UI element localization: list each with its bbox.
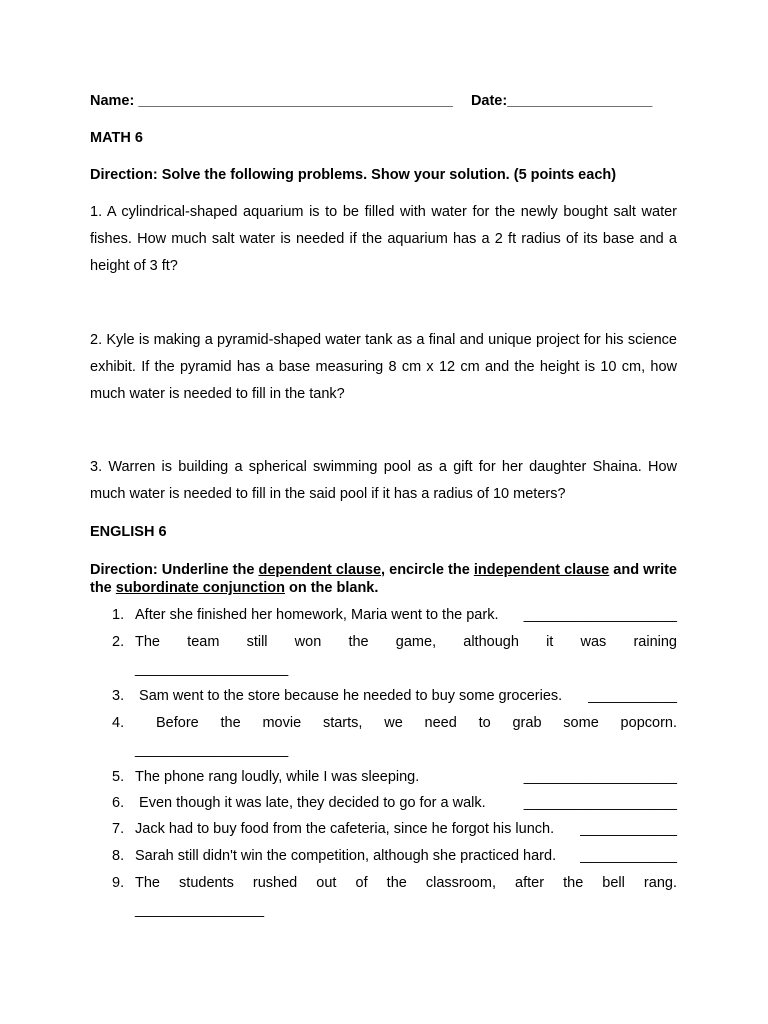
answer-blank: ___________________ (523, 607, 677, 623)
list-item: 9. The students rushed out of the classroom, after the bell rang. ________________ (90, 870, 677, 924)
answer-blank: ___________________ (135, 661, 289, 677)
list-item: 5. The phone rang loudly, while I was sleeping. ___________________ (90, 764, 677, 791)
answer-blank: ___________ (588, 688, 677, 704)
math-problem-1: 1. A cylindrical-shaped aquarium is to be filled with water for the newly bought salt water fishes. How much salt water is needed if the aquarium has a 2 ft radius of its base and a height of 3 ft? (90, 204, 677, 274)
list-item: 3. Sam went to the store because he needed to buy some groceries. ___________ (90, 683, 677, 710)
item-text: Sam went to the store because he needed to buy some groceries. (135, 688, 563, 704)
answer-blank: ___________________ (523, 769, 677, 785)
list-item: 8. Sarah still didn't win the competition, although she practiced hard. ____________ (90, 843, 677, 870)
date-blank: __________________ (507, 93, 653, 109)
item-text: The team still won the game, although it was raining (135, 634, 677, 650)
answer-blank: ___________________ (523, 795, 677, 811)
dependent-clause-term: dependent clause (258, 562, 382, 578)
item-text: Even though it was late, they decided to go for a walk. (135, 795, 486, 811)
answer-blank: ____________ (580, 848, 677, 864)
date-label: Date: (470, 93, 508, 109)
answer-blank: ____________ (580, 821, 677, 837)
english-title: ENGLISH 6 (90, 524, 167, 540)
math-direction: Direction: Solve the following problems. Show your solution. (5 points each) (90, 167, 617, 183)
independent-clause-term: independent clause (473, 562, 610, 578)
list-item: 4. Before the movie starts, we need to grab some popcorn. ___________________ (90, 710, 677, 764)
list-item: 1. After she finished her homework, Maria went to the park. ___________________ (90, 602, 677, 629)
item-text: Sarah still didn't win the competition, although she practiced hard. (135, 848, 557, 864)
list-item: 6. Even though it was late, they decided to go for a walk. ___________________ (90, 790, 677, 817)
item-text: Before the movie starts, we need to grab some popcorn. (156, 715, 677, 731)
item-text: Jack had to buy food from the cafeteria, since he forgot his lunch. (135, 821, 555, 837)
math-problem-2: 2. Kyle is making a pyramid-shaped water tank as a final and unique project for his science exhibit. If the pyramid has a base measuring 8 cm x 12 cm and the height is 10 cm, how much water is needed to fill in the tank? (90, 332, 677, 402)
name-blank: _______________________________________ (138, 93, 453, 109)
list-item: 2. The team still won the game, although it was raining ___________________ (90, 629, 677, 683)
item-text: The students rushed out of the classroom, after the bell rang. (135, 875, 677, 891)
english-direction: Direction: Underline the dependent clause, encircle the independent clause and write the subordinate conjunction on the blank. (90, 562, 677, 596)
math-problem-3: 3. Warren is building a spherical swimming pool as a gift for her daughter Shaina. How much water is needed to fill in the said pool if it has a radius of 10 meters? (90, 459, 677, 502)
answer-blank: ________________ (135, 902, 265, 918)
answer-blank: ___________________ (135, 742, 289, 758)
item-text: The phone rang loudly, while I was sleeping. (135, 769, 420, 785)
name-label: Name: (90, 93, 135, 109)
name-date-line (90, 93, 677, 109)
list-item: 7. Jack had to buy food from the cafeteria, since he forgot his lunch. ____________ (90, 816, 677, 843)
subordinate-conjunction-term: subordinate conjunction (115, 580, 285, 596)
math-title: MATH 6 (90, 130, 143, 146)
item-text: After she finished her homework, Maria went to the park. (135, 607, 499, 623)
